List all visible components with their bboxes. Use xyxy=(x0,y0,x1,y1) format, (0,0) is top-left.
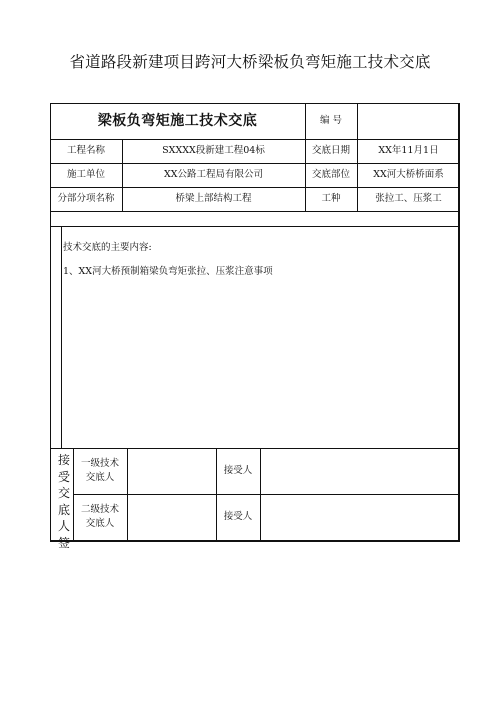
disclosure-date-value[interactable]: XX年11月1日 xyxy=(378,144,439,156)
first-level-discloser-signature[interactable] xyxy=(127,448,216,494)
subproject-name-value[interactable]: 桥梁上部结构工程 xyxy=(175,192,252,204)
second-level-discloser-label: 二级技术 交底人 xyxy=(80,503,119,529)
work-type-label: 工种 xyxy=(321,192,341,204)
disclosure-part-value[interactable]: XX河大桥桥面系 xyxy=(373,168,444,180)
content-item-1: 1、XX河大桥预制箱梁负弯矩张拉、压浆注意事项 xyxy=(63,266,273,277)
rule-content-gap xyxy=(50,226,460,227)
first-level-discloser-label: 一级技术 交底人 xyxy=(80,457,119,483)
rule-content-left xyxy=(61,226,62,448)
second-receiver-label: 接受人 xyxy=(223,510,253,522)
document-title: 省道路段新建项目跨河大桥梁板负弯矩施工技术交底 xyxy=(69,53,431,71)
number-value[interactable] xyxy=(357,103,460,139)
rule-row3-bottom xyxy=(50,211,460,212)
number-label: 编 号 xyxy=(319,114,343,126)
disclosure-date-label: 交底日期 xyxy=(311,144,350,156)
second-level-discloser-signature[interactable] xyxy=(127,494,216,540)
first-receiver-label: 接受人 xyxy=(223,464,253,476)
form-header-title: 梁板负弯矩施工技术交底 xyxy=(97,112,258,129)
project-name-value[interactable]: SXXXX段新建工程04标 xyxy=(162,144,265,156)
second-receiver-signature[interactable] xyxy=(260,494,460,540)
construction-unit-label: 施工单位 xyxy=(66,168,105,180)
disclosure-part-label: 交底部位 xyxy=(311,168,350,180)
content-heading: 技术交底的主要内容: xyxy=(63,242,152,253)
first-receiver-signature[interactable] xyxy=(260,448,460,494)
construction-unit-value[interactable]: XX公路工程局有限公司 xyxy=(163,168,264,180)
sign-section-label: 接 受 交 底 人 签 xyxy=(57,453,70,550)
work-type-value[interactable]: 张拉工、压浆工 xyxy=(375,192,442,204)
project-name-label: 工程名称 xyxy=(66,144,105,156)
subproject-name-label: 分部分项名称 xyxy=(57,192,115,204)
